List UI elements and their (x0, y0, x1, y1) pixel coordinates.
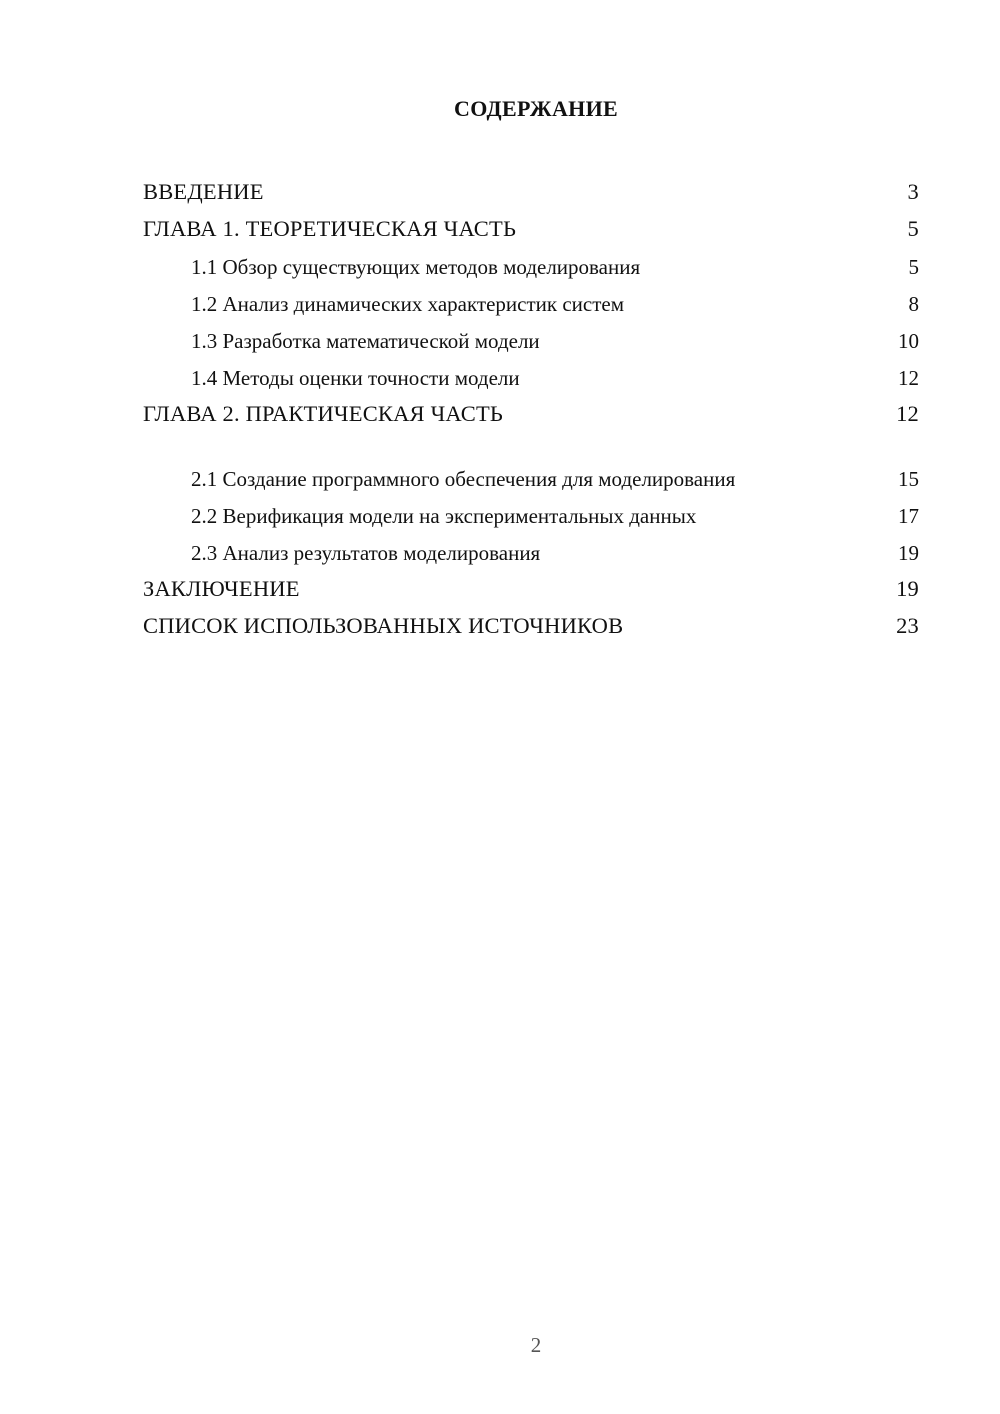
toc-entry-page: 3 (907, 179, 919, 204)
page-number: 2 (530, 1333, 542, 1357)
toc-entry-section-2-2 (143, 493, 919, 530)
toc-entry-title: ВВЕДЕНИЕ (143, 179, 264, 204)
toc-entry-title: 2.2 Верификация модели на экспериментальных данных (191, 504, 697, 528)
toc-entry-section-1-2 (143, 281, 919, 318)
toc-entry-page: 23 (896, 613, 919, 638)
toc-entry-title: ЗАКЛЮЧЕНИЕ (143, 576, 300, 601)
toc-entry-chapter-1 (143, 207, 919, 244)
toc-entry-section-1-3 (143, 318, 919, 355)
toc-entry-title: 2.3 Анализ результатов моделирования (191, 541, 541, 565)
toc-entry-page: 8 (908, 292, 919, 316)
toc-entry-page: 17 (898, 504, 919, 528)
table-of-contents (143, 170, 919, 641)
toc-entry-page: 5 (907, 216, 919, 241)
toc-entry-title: ГЛАВА 2. ПРАКТИЧЕСКАЯ ЧАСТЬ (143, 401, 504, 426)
toc-entry-section-1-4 (143, 355, 919, 392)
toc-entry-title: ГЛАВА 1. ТЕОРЕТИЧЕСКАЯ ЧАСТЬ (143, 216, 517, 241)
toc-entry-title: 1.4 Методы оценки точности модели (191, 366, 520, 390)
toc-entry-introduction (143, 170, 919, 207)
toc-entry-page: 10 (898, 329, 919, 353)
toc-entry-references (143, 604, 919, 641)
toc-entry-chapter-2 (143, 392, 919, 429)
toc-entry-title: 2.1 Создание программного обеспечения для моделирования (191, 467, 736, 491)
toc-entry-title: 1.3 Разработка математической модели (191, 329, 540, 353)
toc-entry-page: 12 (896, 401, 919, 426)
toc-entry-title: 1.2 Анализ динамических характеристик систем (191, 292, 624, 316)
toc-entry-section-2-3 (143, 530, 919, 567)
toc-entry-page: 19 (896, 576, 919, 601)
toc-entry-page: 5 (908, 255, 919, 279)
toc-entry-conclusion (143, 567, 919, 604)
toc-entry-page: 19 (898, 541, 919, 565)
toc-entry-page: 12 (898, 366, 919, 390)
toc-entry-page: 15 (898, 467, 919, 491)
toc-entry-section-2-1 (143, 429, 919, 493)
toc-entry-section-1-1 (143, 244, 919, 281)
toc-entry-title: 1.1 Обзор существующих методов моделирования (191, 255, 641, 279)
toc-title: СОДЕРЖАНИЕ (454, 96, 618, 121)
toc-entry-title: СПИСОК ИСПОЛЬЗОВАННЫХ ИСТОЧНИКОВ (143, 613, 624, 638)
